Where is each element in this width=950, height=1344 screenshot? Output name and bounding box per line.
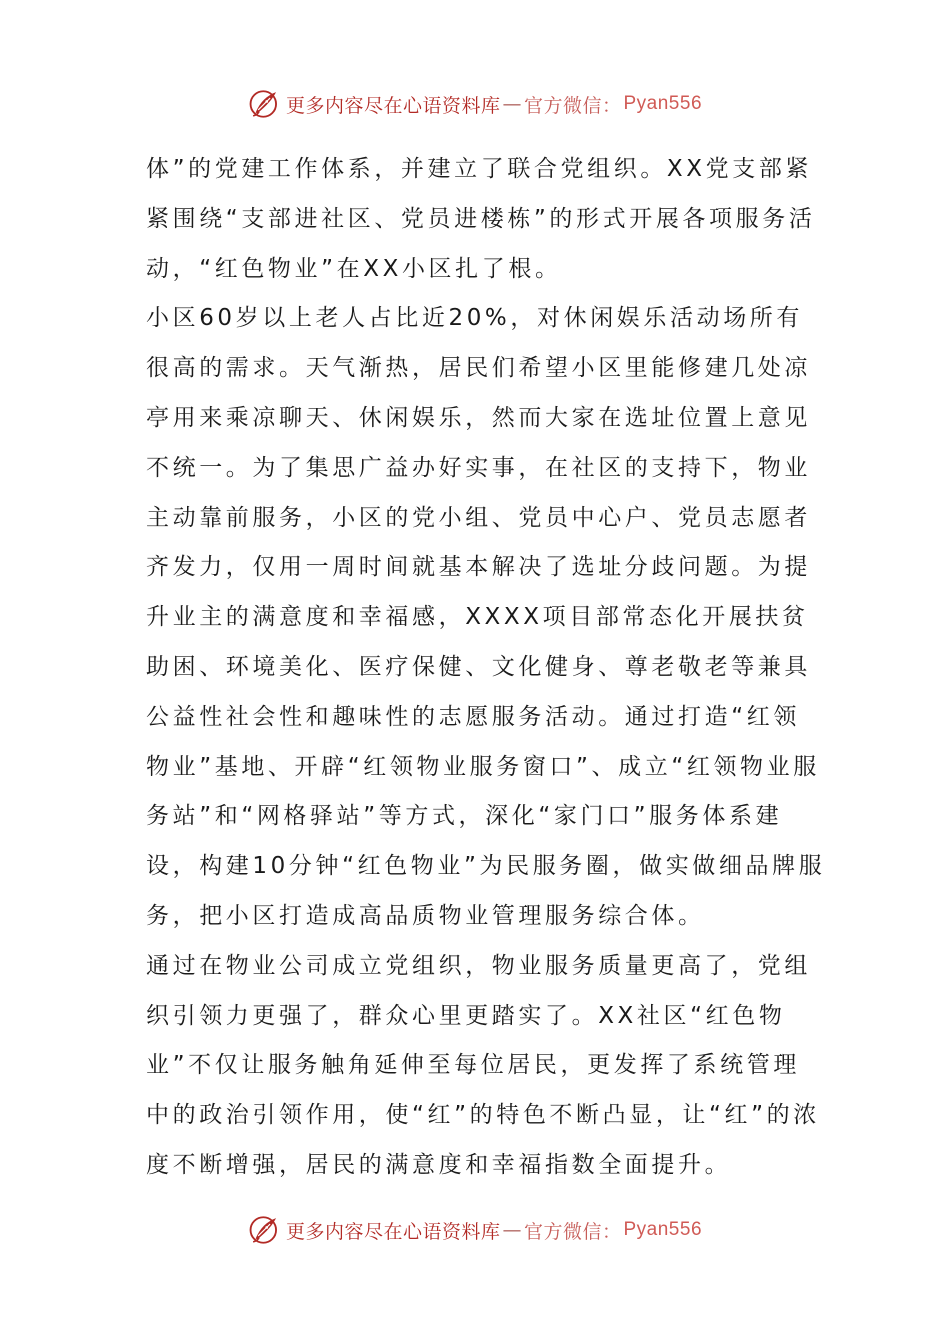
footer-banner-text [286, 1217, 702, 1244]
footer-banner [0, 1210, 950, 1250]
footer-banner-wechat-id: Pyan556 [623, 1219, 703, 1240]
header-banner-label: 官方微信： [523, 94, 622, 117]
header-banner [0, 84, 950, 124]
paragraph-2: 小区60岁以上老人占比近20%，对休闲娱乐活动场所有很高的需求。天气渐热，居民们希望小区里能修建几处凉亭用来乘凉聊天、休闲娱乐，然而大家在选址位置上意见不统一。为了集思广益办好实事，在社区的支持下，物业主动靠前服务，小区的党小组、党员中心户、党员志愿者齐发力，仅用一周时间就基本解决了选址分歧问题。为提升业主的满意度和幸福感，XXXX项目部常态化开展扶贫助困、环境美化、医疗保健、文化健身、尊老敬老等兼具公益性社会性和趣味性的志愿服务活动。通过打造“红领物业”基地、开辟“红领物业服务窗口”、成立“红领物业服务站”和“网格驿站”等方式，深化“家门口”服务体系建设，构建10分钟“红色物业”为民服务圈，做实做细品牌服务，把小区打造成高品质物业管理服务综合体。 [146, 305, 826, 929]
paragraph-1: 体”的党建工作体系，并建立了联合党组织。XX党支部紧紧围绕“支部进社区、党员进楼栋”的形式开展各项服务活动，“红色物业”在XX小区扎了根。 [146, 156, 816, 282]
document-body [146, 145, 826, 1191]
header-banner-main: 更多内容尽在心语资料库 [285, 94, 501, 117]
footer-banner-label: 官方微信： [523, 1220, 622, 1243]
header-banner-text [286, 91, 702, 118]
paragraph-3: 通过在物业公司成立党组织，物业服务质量更高了，党组织引领力更强了，群众心里更踏实了。XX社区“红色物业”不仅让服务触角延伸至每位居民，更发挥了系统管理中的政治引领作用，使“红”的特色不断凸显，让“红”的浓度不断增强，居民的满意度和幸福指数全面提升。 [146, 952, 820, 1178]
footer-banner-main: 更多内容尽在心语资料库 [285, 1220, 501, 1243]
footer-banner-dash: — [502, 1219, 522, 1241]
pen-nib-logo-icon [248, 1213, 282, 1247]
header-banner-dash: — [502, 93, 522, 115]
pen-nib-logo-icon [248, 87, 282, 121]
header-banner-wechat-id: Pyan556 [623, 93, 703, 114]
